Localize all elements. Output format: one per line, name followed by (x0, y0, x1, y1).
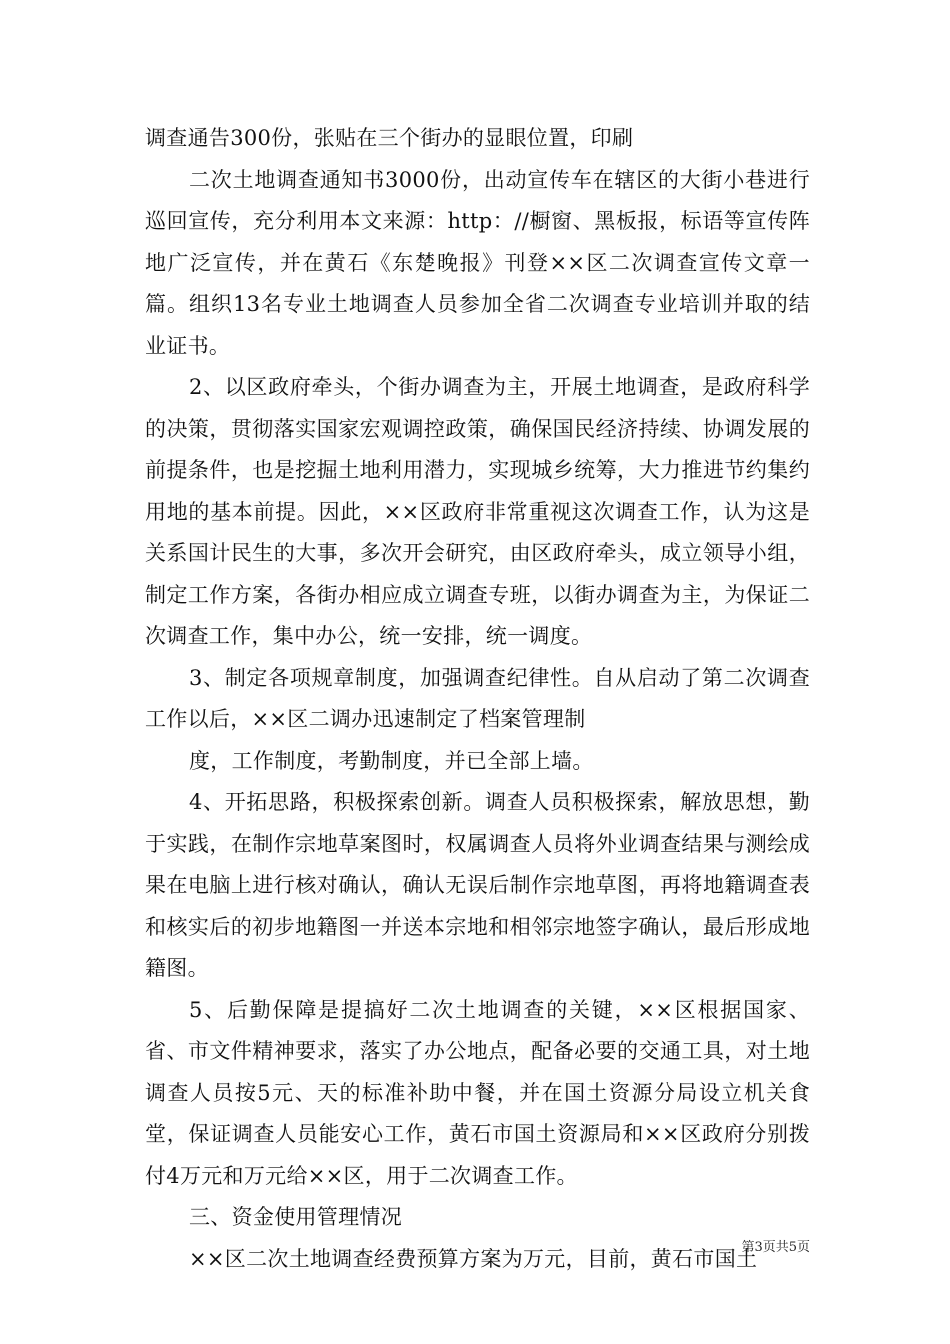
page-number-footer: 第3页共5页 (741, 1240, 810, 1255)
paragraph-5: 度，工作制度，考勤制度，并已全部上墙。 (189, 748, 594, 773)
document-body (145, 118, 810, 1280)
section-heading-funds: 三、资金使用管理情况 (189, 1205, 402, 1229)
paragraph-6: 4、开拓思路，积极探索创新。调查人员积极探索，解放思想，勤于实践，在制作宗地草案图时，权属调查人员将外业调查结果与测绘成果在电脑上进行核对确认，确认无误后制作宗地草图，再将地籍调查表和核实后的初步地籍图一并送本宗地和相邻宗地签字确认，最后形成地籍图。 (145, 790, 810, 980)
paragraph-1: 调查通告300份，张贴在三个街办的显眼位置，印刷 (145, 126, 634, 150)
paragraph-4: 3、制定各项规章制度，加强调查纪律性。自从启动了第二次调查工作以后，××区二调办迅速制定了档案管理制 (145, 665, 810, 731)
paragraph-2: 二次土地调查通知书3000份，出动宣传车在辖区的大街小巷进行巡回宣传，充分利用本文来源：http：//橱窗、黑板报，标语等宣传阵地广泛宣传，并在黄石《东楚晚报》刊登××区二次调查宣传文章一篇。组织13名专业土地调查人员参加全省二次调查专业培训并取的结业证书。 (145, 167, 810, 358)
paragraph-7: 5、后勤保障是提搞好二次土地调查的关键，××区根据国家、省、市文件精神要求，落实了办公地点，配备必要的交通工具，对土地调查人员按5元、天的标准补助中餐，并在国土资源分局设立机关食堂，保证调查人员能安心工作，黄石市国土资源局和××区政府分别拨付4万元和万元给××区，用于二次调查工作。 (145, 997, 810, 1188)
paragraph-9: ××区二次土地调查经费预算方案为万元，目前，黄石市国土 (189, 1246, 758, 1271)
paragraph-3: 2、以区政府牵头，个街办调查为主，开展土地调查，是政府科学的决策，贯彻落实国家宏观调控政策，确保国民经济持续、协调发展的前提条件，也是挖掘土地利用潜力，实现城乡统筹，大力推进节约集约用地的基本前提。因此，××区政府非常重视这次调查工作，认为这是关系国计民生的大事，多次开会研究，由区政府牵头，成立领导小组，制定工作方案，各街办相应成立调查专班，以街办调查为主，为保证二次调查工作，集中办公，统一安排，统一调度。 (145, 375, 810, 648)
